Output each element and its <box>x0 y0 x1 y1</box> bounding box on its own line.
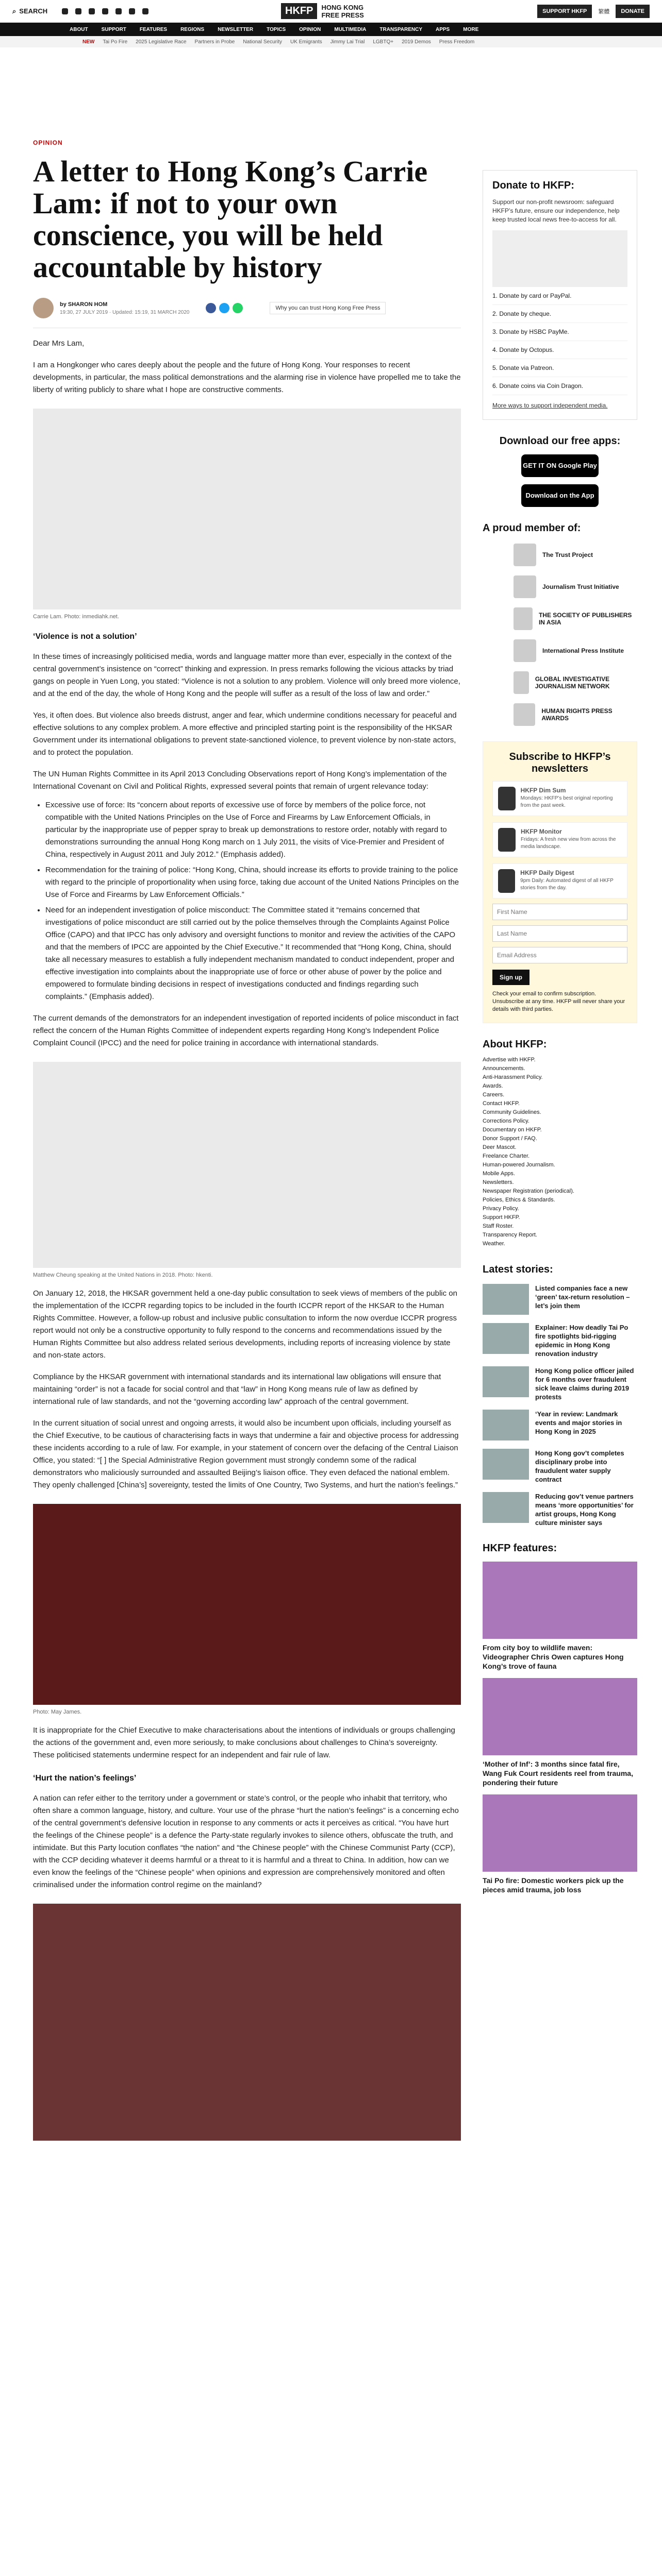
donate-option[interactable]: 4. Donate by Octopus. <box>492 341 627 359</box>
donate-image <box>492 230 627 287</box>
app-store-button[interactable]: Download on the App Store <box>521 484 599 507</box>
author-name[interactable]: SHARON HOM <box>68 301 108 308</box>
donate-option[interactable]: 5. Donate via Patreon. <box>492 359 627 377</box>
search-icon: ⌕ <box>12 7 16 15</box>
youtube-icon[interactable] <box>102 8 108 14</box>
article-body: Dear Mrs Lam, I am a Hongkonger who cares deeply about the people and the future of Hong Kong. Your responses to recent developments, in particular, the mass political demonstrations and the alarming rise in violence have propelled me to take the liberty of writing publicly to share what I hope are constructive comments. Carrie Lam. Photo: inmediahk.net. ‘Violence is not a solution’ In these times of increasingly politicised media, words and language matter more than ever, especially in the context of the central government’s insistence on “correct” thinking and expression. In press remarks following the vicious attacks by triad gangs on people in Yuen Long, you stated: “Violence is not a solution to any problem. Violence will only breed more violence, and at the end of the day, the whole of Hong Kong and the people will suffer as a result of the loss of law and order.” Yes, it often does. But violence also breeds distrust, anger and fear, which undermine conditions necessary for peaceful and effective solutions to any complex problem. A more effective and principled starting point is the responsibility of the HKSAR Government under its international obligations to prevent state-sanctioned violence, to prevent violence by non-state actors, and to protect the population. The UN Human Rights Committee in its April 2013 Concluding Observations report of Hong Kong’s implementation of the International Covenant on Civil and Political Rights, expressed several points that remain of urgent relevance today: • Excessive use of force: Its “concern about reports of excessive use of force by members of the police force, not compatible with the United Nations Principles on the Use of Force and Firearms by Law Enforcement Officials, in particular by the inappropriate use of pepper spray to break up demonstrations to restore order, notably with regard to demonstrations surrounding the annual Hong Kong march on 1 July 2011, the visits of Vice-Premier and President of China, respectively in August 2011 and July 2012.” (Emphasis added). • Recommendation for the training of police: “Hong Kong, China, should increase its efforts to provide training to the police with regard to the principle of proportionality when using force, taking due account of the United Nations Principles on the Use of Force and Firearms by Law Enforcement Officials.” • Need for an independent investigation of police misconduct: The Committee stated it “remains concerned that investigations of police misconduct are still carried out by the police themselves through the Complaints Against Police Office (CAPO) and that IPCC has only advisory and oversight functions to monitor and review the activities of the CAPO and that the members of IPCC are appointed by the Chief Executive.” It recommended that “Hong Kong, China, should take all necessary measures to establish a fully independent mechanism mandated to conduct independent, proper and effective investigation into complaints about the inappropriate use of force or other abuse of power by the police and empowered to formulate binding decisions in respect of investigations conducted and findings regarding such complaints.” (Emphasis added). The current demands of the demonstrators for an independent investigation of reported incidents of police misconduct in fact reflect the concern of the Human Rights Committee of independent experts regarding Hong Kong’s Independent Police Complaint Council (IPCC) and the need for police training in accordance with international standards. Matthew Cheung speaking at the United Nations in 2018. Photo: hkenti. On January 12, 2018, the HKSAR government held a one-day public consultation to seek views of members of the public on the implementation of the ICCPR regarding topics to be included in the fourth ICCPR report of the HKSAR to the Human Rights Committee. However, a follow-up robust and inclusive public consultation to inform the now overdue ICCPR progress report would not only be a constructive opportunity to fully respond to the concerns and recommendations issued by the Human Rights Committee but also address related serious developments, including reports of increasing violence by state and non-state actors. Compliance by the HKSAR government with international standards and its international law obligations will ensure that maintaining “order” is not a facade for social control and that “law” in Hong Kong means rule of law as defined by international rule of law standards, and not the “governing according law” approach of the central government. In the current situation of social unrest and ongoing arrests, it would also be incumbent upon officials, including yourself as the Chief Executive, to be cautious of characterising facts in ways that undermine a fair and objective process for addressing these incidents according to a rule of law. For example, in your statement of concern over the defacing of the Central Liaison Office, you stated: “[ ] the Special Administrative Region government must strongly condemn some of the radical demonstrators who maliciously surrounded and assaulted Beijing’s liaison office. They even defaced the national emblem. They openly challenged [China’s] sovereignty, tested the limits of One Country, Two Systems, and hurt the nation’s feelings.” Photo: May James. It is inappropriate for the Chief Executive to make characterisations about the intentions of individuals or groups challenging the actions of the government and, even more seriously, to make conclusions about challenges to China’s sovereignty. These politicised statements undermine respect for an independent and fair rule of law. ‘Hurt the nation’s feelings’ A nation can refer either to the territory under a government or state’s control, or the people who inhabit that territory, who often share a common language, history, and culture. Your use of the phrase “hurt the nation’s feelings” is a concerning echo of the central government’s defensive locution in response to any comments or acts it perceives as critical. “You have hurt the feelings of the Chinese people” is a defence the Party-state regularly invokes to silence others, obfuscate the truth, and intimidate. But this Party locution conflates “the nation” and “the Chinese people” with the Chinese Communist Party (CCP), with the CCP deciding whatever it deems harmful or a threat to it is harmful and a threat to China. In addition, how can we even know the feelings of the “Chinese people” when opinions and expression are comprehensively monitored and often criminalised under the information control regime on the mainland? <box>33 337 461 2141</box>
about-link[interactable]: Support HKFP. <box>483 1214 520 1221</box>
donate-option[interactable]: 2. Donate by cheque. <box>492 305 627 323</box>
nav-more[interactable]: MORE <box>463 26 479 32</box>
article-image <box>33 1504 461 1705</box>
feature-item[interactable]: From city boy to wildlife maven: Videographer Chris Owen captures Hong Kong’s trove of fauna <box>483 1562 637 1671</box>
about-link[interactable]: Advertise with HKFP. <box>483 1057 536 1063</box>
nav-topics[interactable]: TOPICS <box>267 26 286 32</box>
nav-support[interactable]: SUPPORT <box>101 26 126 32</box>
donate-box: Donate to HKFP: Support our non-profit newsroom: safeguard HKFP’s future, ensure our independence, help keep trusted local news free-to-access for all. 1. Donate by card or PayPal. 2. Donate by cheque. 3. Donate by HSBC PayMe. 4. Donate by Octopus. 5. Donate via Patreon. 6. Donate coins via Coin Dragon. More ways to support independent media. <box>483 170 637 420</box>
about-link[interactable]: Careers. <box>483 1092 505 1098</box>
author-avatar <box>33 298 54 318</box>
nav-regions[interactable]: REGIONS <box>180 26 205 32</box>
article-title: A letter to Hong Kong’s Carrie Lam: if not to your own conscience, you will be held accountable by history <box>33 155 428 284</box>
newsletter-box: Subscribe to HKFP’s newsletters HKFP Dim Sum Mondays: HKFP’s best original reporting from the past week. HKFP Monitor Fridays: A fresh new view from across the media landscape. HKFP Daily Digest 9pm Daily: Automated digest of all HKFP stories from the day. First Name Last Name Email Address Sign up Check your email to confirm subscription. Unsubscribe at any time. HKFP will never share your details with third parties. <box>483 741 637 1023</box>
about-link[interactable]: Transparency Report. <box>483 1232 537 1238</box>
trending-item[interactable]: LGBTQ+ <box>373 39 394 45</box>
trending-item[interactable]: Tai Po Fire <box>103 39 128 45</box>
features-box: HKFP features: From city boy to wildlife maven: Videographer Chris Owen captures Hong Kong’s trove of fauna ‘Mother of Inf’: 3 months since fatal fire, Wang Fuk Court residents reel from trauma, pondering their future Tai Po fire: Domestic workers pick up the pieces amid trauma, job loss <box>483 1543 637 1894</box>
about-box: About HKFP: Advertise with HKFP. Announcements. Anti-Harassment Policy. Awards. Careers. Contact HKFP. Community Guidelines. Corrections Policy. Documentary on HKFP. Donor Support / FAQ. Deer Mascot. Freelance Charter. Human-powered Journalism. Mobile Apps. Newsletters. Newspaper Registration (periodical). Policies, Ethics & Standards. Privacy Policy. Support HKFP. Staff Roster. Transparency Report. Weather. <box>483 1039 637 1248</box>
about-link[interactable]: Privacy Policy. <box>483 1206 519 1212</box>
about-link[interactable]: Deer Mascot. <box>483 1144 517 1150</box>
nav-transparency[interactable]: TRANSPARENCY <box>379 26 422 32</box>
trending-item[interactable]: UK Emigrants <box>290 39 322 45</box>
members-box: A proud member of: The Trust Project Journalism Trust Initiative THE SOCIETY OF PUBLISHERS IN ASIA International Press Institute GLOBAL INVESTIGATIVE JOURNALISM NETWORK HUMAN RIGHTS PRESS AWARDS <box>483 522 637 726</box>
trending-item[interactable]: Jimmy Lai Trial <box>330 39 365 45</box>
member-logo[interactable]: The Trust Project <box>483 544 637 566</box>
donate-option[interactable]: 6. Donate coins via Coin Dragon. <box>492 377 627 395</box>
story-item[interactable]: Explainer: How deadly Tai Po fire spotlights bid-rigging epidemic in Hong Kong renovation industry <box>483 1323 637 1358</box>
email-icon[interactable] <box>142 8 148 14</box>
feature-item[interactable]: ‘Mother of Inf’: 3 months since fatal fire, Wang Fuk Court residents reel from trauma, pondering their future <box>483 1678 637 1787</box>
support-hkfp-button[interactable]: SUPPORT HKFP <box>537 5 592 18</box>
story-item[interactable]: Hong Kong police officer jailed for 6 months over fraudulent sick leave claims during 2019 protests <box>483 1366 637 1401</box>
nav-multimedia[interactable]: MULTIMEDIA <box>334 26 367 32</box>
share-icon[interactable] <box>219 303 229 313</box>
nav-about[interactable]: ABOUT <box>70 26 88 32</box>
main-nav <box>0 23 662 36</box>
about-link[interactable]: Newspaper Registration (periodical). <box>483 1188 574 1194</box>
member-logo[interactable]: HUMAN RIGHTS PRESS AWARDS <box>483 703 637 726</box>
donate-option[interactable]: 1. Donate by card or PayPal. <box>492 287 627 305</box>
member-logo[interactable]: International Press Institute <box>483 639 637 662</box>
first-name-field[interactable] <box>492 904 627 920</box>
facebook-icon[interactable] <box>75 8 81 14</box>
trending-item[interactable]: 2019 Demos <box>402 39 431 45</box>
about-link[interactable]: Announcements. <box>483 1065 525 1072</box>
nav-features[interactable]: FEATURES <box>139 26 168 32</box>
trending-item[interactable]: Partners in Probe <box>194 39 235 45</box>
donate-button[interactable]: DONATE <box>616 5 650 18</box>
nav-apps[interactable]: APPS <box>436 26 450 32</box>
about-link[interactable]: Policies, Ethics & Standards. <box>483 1197 555 1203</box>
about-link[interactable]: Anti-Harassment Policy. <box>483 1074 543 1080</box>
about-link[interactable]: Staff Roster. <box>483 1223 514 1229</box>
trending-item[interactable]: Press Freedom <box>439 39 475 45</box>
search-button[interactable]: ⌕ SEARCH <box>12 7 48 15</box>
about-link[interactable]: Freelance Charter. <box>483 1153 530 1159</box>
about-link[interactable]: Community Guidelines. <box>483 1109 541 1115</box>
about-link[interactable]: Contact HKFP. <box>483 1100 520 1107</box>
share-icon[interactable] <box>206 303 216 313</box>
share-icon[interactable] <box>233 303 243 313</box>
article-image <box>33 1062 461 1268</box>
nav-opinion[interactable]: OPINION <box>299 26 321 32</box>
story-item[interactable]: ‘Year in review: Landmark events and major stories in Hong Kong in 2025 <box>483 1410 637 1440</box>
concerns-list: • Excessive use of force: Its “concern about reports of excessive use of force by members of the police force, not compatible with the United Nations Principles on the Use of Force and Firearms by Law Enforcement Officials, in particular by the inappropriate use of pepper spray to break up demonstrations to restore order, notably with regard to demonstrations surrounding the annual Hong Kong march on 1 July 2011, the visits of Vice-Premier and President of China, respectively in August 2011 and July 2012.” (Emphasis added). • Recommendation for the training of police: “Hong Kong, China, should increase its efforts to provide training to the police with regard to the principle of proportionality when using force, taking due account of the United Nations Principles on the Use of Force and Firearms by Law Enforcement Officials.” • Need for an independent investigation of police misconduct: The Committee stated it “remains concerned that investigations of police misconduct are still carried out by the police themselves through the Complaints Against Police Office (CAPO) and that IPCC has only advisory and oversight functions to monitor and review the activities of the CAPO and that the members of IPCC are appointed by the Chief Executive.” It recommended that “Hong Kong, China, should take all necessary measures to establish a fully independent mechanism mandated to conduct independent, proper and effective investigation into complaints about the inappropriate use of force or other abuse of power by the police and empowered to formulate binding decisions in respect of investigations conducted and findings regarding such complaints.” (Emphasis added). <box>33 799 461 1003</box>
threads-icon[interactable] <box>115 8 122 14</box>
member-logo[interactable]: THE SOCIETY OF PUBLISHERS IN ASIA <box>483 607 637 630</box>
instagram-icon[interactable] <box>89 8 95 14</box>
member-logo[interactable]: Journalism Trust Initiative <box>483 575 637 598</box>
about-link[interactable]: Corrections Policy. <box>483 1118 529 1124</box>
twitter-icon[interactable] <box>62 8 68 14</box>
article <box>33 139 461 2141</box>
social-links <box>62 8 148 14</box>
feature-item[interactable]: Tai Po fire: Domestic workers pick up the pieces amid trauma, job loss <box>483 1794 637 1894</box>
share-buttons <box>206 303 243 313</box>
google-play-button[interactable]: GET IT ON Google Play <box>521 454 599 477</box>
donate-option[interactable]: 3. Donate by HSBC PayMe. <box>492 323 627 341</box>
telegram-icon[interactable] <box>129 8 135 14</box>
trending-bar: NEW Tai Po Fire 2025 Legislative Race Partners in Probe National Security UK Emigrants Jimmy Lai Trial LGBTQ+ 2019 Demos Press Freedom <box>0 36 662 47</box>
signup-button[interactable]: Sign up <box>492 970 529 985</box>
article-image <box>33 409 461 609</box>
last-name-field[interactable] <box>492 925 627 942</box>
latest-box: Latest stories: Listed companies face a new ‘green’ tax-return resolution – let’s join them Explainer: How deadly Tai Po fire spotlights bid-rigging epidemic in Hong Kong renovation industry Hong Kong police officer jailed for 6 months over fraudulent sick leave claims during 2019 protests ‘Year in review: Landmark events and major stories in Hong Kong in 2025 Hong Kong gov’t completes disciplinary probe into fraudulent water supply contract Reducing gov’t venue partners means ‘more opportunities’ for artist groups, Hong Kong culture minister says <box>483 1264 637 1527</box>
member-logo[interactable]: GLOBAL INVESTIGATIVE JOURNALISM NETWORK <box>483 671 637 694</box>
sidebar <box>483 170 637 1894</box>
language-switch[interactable]: 繁體 <box>598 8 610 15</box>
trending-item[interactable]: National Security <box>243 39 282 45</box>
article-category[interactable]: OPINION <box>33 139 63 146</box>
about-link[interactable]: Awards. <box>483 1083 503 1089</box>
email-field[interactable] <box>492 947 627 963</box>
story-item[interactable]: Hong Kong gov’t completes disciplinary probe into fraudulent water supply contract <box>483 1449 637 1484</box>
trending-item[interactable]: 2025 Legislative Race <box>136 39 187 45</box>
donate-more-link[interactable]: More ways to support independent media. <box>492 402 608 409</box>
trust-link[interactable]: Why you can trust Hong Kong Free Press <box>270 302 386 314</box>
about-link[interactable]: Mobile Apps. <box>483 1171 515 1177</box>
about-link[interactable]: Donor Support / FAQ. <box>483 1136 537 1142</box>
about-link[interactable]: Weather. <box>483 1241 505 1247</box>
byline: by SHARON HOM 19:30, 27 JULY 2019 · Updated: 15:19, 31 MARCH 2020 Why you can trust Hong Kong Free Press <box>33 298 461 318</box>
about-link[interactable]: Human-powered Journalism. <box>483 1162 555 1168</box>
nav-newsletter[interactable]: NEWSLETTER <box>218 26 254 32</box>
site-logo[interactable]: HKFP HONG KONG FREE PRESS <box>281 3 364 19</box>
about-link[interactable]: Newsletters. <box>483 1179 514 1185</box>
about-link[interactable]: Documentary on HKFP. <box>483 1127 542 1133</box>
newsletter-option[interactable]: HKFP Dim Sum Mondays: HKFP’s best original reporting from the past week. <box>492 781 627 816</box>
story-item[interactable]: Reducing gov’t venue partners means ‘more opportunities’ for artist groups, Hong Kong culture minister says <box>483 1492 637 1527</box>
newsletter-option[interactable]: HKFP Monitor Fridays: A fresh new view from across the media landscape. <box>492 822 627 857</box>
apps-box: Download our free apps: GET IT ON Google Play Download on the App Store <box>499 435 621 522</box>
story-item[interactable]: Listed companies face a new ‘green’ tax-return resolution – let’s join them <box>483 1284 637 1315</box>
article-image <box>33 1904 461 2141</box>
newsletter-option[interactable]: HKFP Daily Digest 9pm Daily: Automated digest of all HKFP stories from the day. <box>492 863 627 899</box>
